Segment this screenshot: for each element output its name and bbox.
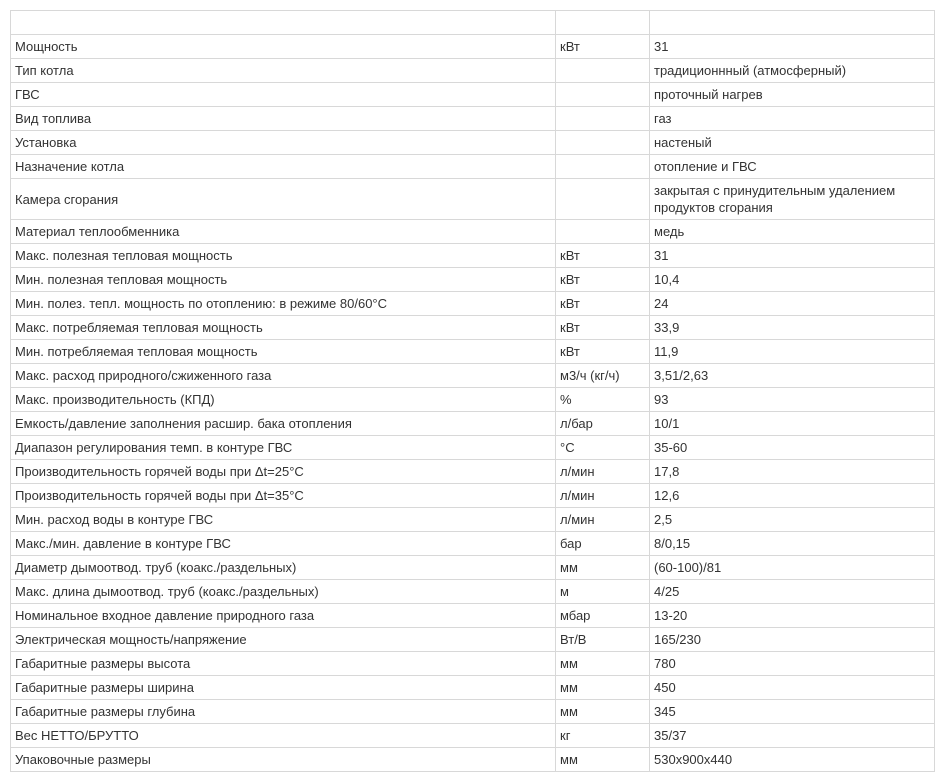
value-cell: 31 [650,35,935,59]
unit-cell [556,155,650,179]
param-cell: Назначение котла [11,155,556,179]
header-cell-unit [556,11,650,35]
unit-cell: кВт [556,244,650,268]
param-cell: Габаритные размеры ширина [11,676,556,700]
unit-cell: кг [556,724,650,748]
value-cell: 33,9 [650,316,935,340]
param-cell: ГВС [11,83,556,107]
table-row [11,220,935,244]
value-cell: проточный нагрев [650,83,935,107]
table-row [11,83,935,107]
value-cell: 780 [650,652,935,676]
unit-cell: бар [556,532,650,556]
table-row [11,532,935,556]
unit-cell [556,179,650,220]
value-cell: 31 [650,244,935,268]
table-row [11,676,935,700]
table-row [11,316,935,340]
param-cell: Номинальное входное давление природного газа [11,604,556,628]
value-cell: 35/37 [650,724,935,748]
unit-cell: кВт [556,292,650,316]
unit-cell: мм [556,652,650,676]
unit-cell [556,131,650,155]
param-cell: Макс. длина дымоотвод. труб (коакс./раздельных) [11,580,556,604]
unit-cell: мбар [556,604,650,628]
spec-table-body [11,11,935,772]
unit-cell: мм [556,556,650,580]
value-cell: 345 [650,700,935,724]
unit-cell: л/бар [556,412,650,436]
unit-cell: л/мин [556,460,650,484]
value-cell: 10/1 [650,412,935,436]
table-row [11,508,935,532]
param-cell: Производительность горячей воды при Δt=35°С [11,484,556,508]
param-cell: Габаритные размеры высота [11,652,556,676]
param-cell: Мощность [11,35,556,59]
table-row [11,460,935,484]
value-cell: медь [650,220,935,244]
value-cell: 8/0,15 [650,532,935,556]
param-cell: Диапазон регулирования темп. в контуре ГВС [11,436,556,460]
table-row [11,59,935,83]
unit-cell: °С [556,436,650,460]
param-cell: Упаковочные размеры [11,748,556,772]
unit-cell: кВт [556,340,650,364]
table-row [11,268,935,292]
value-cell: 165/230 [650,628,935,652]
unit-cell: мм [556,676,650,700]
table-row [11,412,935,436]
table-row [11,292,935,316]
unit-cell: л/мин [556,508,650,532]
unit-cell: % [556,388,650,412]
header-cell-param [11,11,556,35]
table-row [11,364,935,388]
unit-cell: Вт/В [556,628,650,652]
value-cell: 11,9 [650,340,935,364]
unit-cell: м3/ч (кг/ч) [556,364,650,388]
table-row [11,652,935,676]
param-cell: Вес НЕТТО/БРУТТО [11,724,556,748]
param-cell: Макс. потребляемая тепловая мощность [11,316,556,340]
value-cell: 530х900х440 [650,748,935,772]
param-cell: Мин. расход воды в контуре ГВС [11,508,556,532]
param-cell: Тип котла [11,59,556,83]
param-cell: Материал теплообменника [11,220,556,244]
value-cell: закрытая с принудительным удалением продуктов сгорания [650,179,935,220]
unit-cell: м [556,580,650,604]
header-cell-value [650,11,935,35]
table-row [11,35,935,59]
param-cell: Мин. полез. тепл. мощность по отоплению: в режиме 80/60°С [11,292,556,316]
param-cell: Диаметр дымоотвод. труб (коакс./раздельных) [11,556,556,580]
param-cell: Макс. расход природного/сжиженного газа [11,364,556,388]
table-row [11,556,935,580]
table-row [11,107,935,131]
table-row [11,628,935,652]
table-row [11,340,935,364]
param-cell: Мин. потребляемая тепловая мощность [11,340,556,364]
table-row [11,244,935,268]
unit-cell: мм [556,748,650,772]
spec-table [10,10,935,772]
unit-cell: кВт [556,35,650,59]
table-row [11,604,935,628]
param-cell: Габаритные размеры глубина [11,700,556,724]
table-row [11,131,935,155]
param-cell: Макс. полезная тепловая мощность [11,244,556,268]
value-cell: настеный [650,131,935,155]
value-cell: 17,8 [650,460,935,484]
value-cell: 4/25 [650,580,935,604]
unit-cell: кВт [556,268,650,292]
value-cell: 93 [650,388,935,412]
param-cell: Емкость/давление заполнения расшир. бака отопления [11,412,556,436]
value-cell: (60-100)/81 [650,556,935,580]
value-cell: газ [650,107,935,131]
param-cell: Производительность горячей воды при Δt=25°С [11,460,556,484]
param-cell: Установка [11,131,556,155]
table-row [11,388,935,412]
table-row [11,436,935,460]
value-cell: 3,51/2,63 [650,364,935,388]
value-cell: 35-60 [650,436,935,460]
table-row [11,724,935,748]
unit-cell [556,83,650,107]
table-row [11,179,935,220]
param-cell: Вид топлива [11,107,556,131]
table-row [11,484,935,508]
unit-cell: мм [556,700,650,724]
table-row [11,700,935,724]
value-cell: 24 [650,292,935,316]
value-cell: традиционнный (атмосферный) [650,59,935,83]
param-cell: Макс./мин. давление в контуре ГВС [11,532,556,556]
table-row [11,580,935,604]
unit-cell: кВт [556,316,650,340]
param-cell: Мин. полезная тепловая мощность [11,268,556,292]
value-cell: 450 [650,676,935,700]
value-cell: 10,4 [650,268,935,292]
table-row [11,155,935,179]
param-cell: Камера сгорания [11,179,556,220]
value-cell: отопление и ГВС [650,155,935,179]
unit-cell [556,59,650,83]
value-cell: 13-20 [650,604,935,628]
param-cell: Электрическая мощность/напряжение [11,628,556,652]
spec-table-container [10,10,935,772]
value-cell: 12,6 [650,484,935,508]
unit-cell: л/мин [556,484,650,508]
unit-cell [556,220,650,244]
table-row [11,748,935,772]
unit-cell [556,107,650,131]
table-header-row [11,11,935,35]
param-cell: Макс. производительность (КПД) [11,388,556,412]
value-cell: 2,5 [650,508,935,532]
